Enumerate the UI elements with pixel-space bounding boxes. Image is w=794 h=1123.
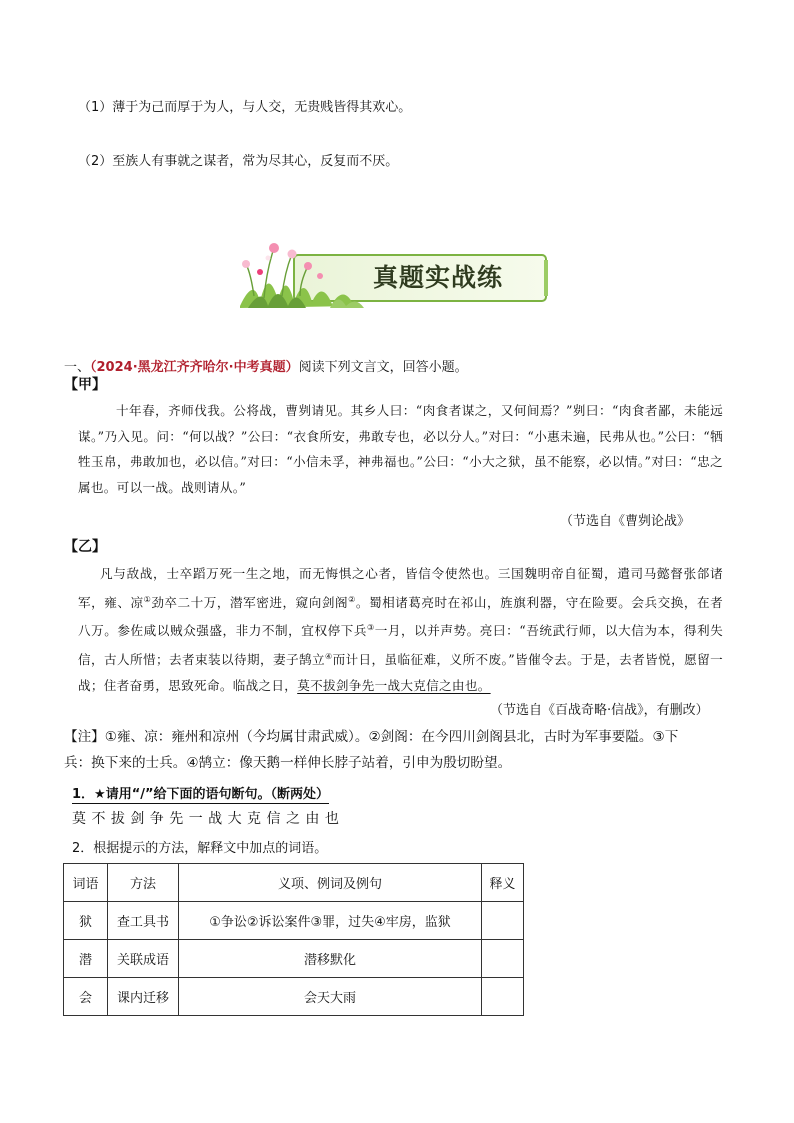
table-header-row	[64, 864, 524, 902]
explanation-table	[63, 863, 524, 1016]
passage-jia-label: 【甲】	[64, 377, 106, 393]
prior-question-1: （1）薄于为己而厚于为人，与人交，无贵贱皆得其欢心。	[78, 100, 412, 115]
table-row	[64, 940, 524, 978]
note-ref-1: ①	[143, 594, 152, 604]
table-header-cell: 释义	[482, 864, 524, 902]
table-cell-word: 潜	[64, 940, 108, 978]
passage-jia-source: （节选自《曹刿论战》	[560, 514, 691, 529]
passage-yi-text-c: 。蜀相诸葛亮时在祁山，旌旗利器，守在险要。会兵交换，在者八万。参佐咸以贼众强盛，非力不制，宜权停下兵	[78, 594, 723, 639]
passage-yi-text	[78, 561, 723, 699]
table-cell-examples: 潜移默化	[179, 940, 482, 978]
table-cell-word: 狱	[64, 902, 108, 940]
prior-question-2: （2）至族人有事就之谋者，常为尽其心，反复而不厌。	[78, 154, 399, 169]
table-header-cell: 方法	[108, 864, 179, 902]
note-ref-2: ②	[348, 594, 356, 604]
table-cell-method: 关联成语	[108, 940, 179, 978]
passage-yi-text-e: 而计日，虽临征难，义所不废。”皆催令去。于是，去者皆悦，愿留一战；住者奋勇，思致死命。临战之日，	[78, 652, 723, 693]
section-banner	[234, 236, 554, 312]
annotation-line-2: 兵：换下来的士兵。④鹄立：像天鹅一样伸长脖子站着，引申为殷切盼望。	[64, 755, 512, 771]
question-number: 一、	[64, 360, 91, 375]
passage-jia-text: 十年春，齐师伐我。公将战，曹刿请见。其乡人曰：“肉食者谋之，又何间焉？”刿曰：“肉食者鄙，未能远谋。”乃入见。问：“何以战？”公曰：“衣食所安，弗敢专也，必以分人。”对曰：“小惠未遍，民弗从也。”公曰：“牺牲玉帛，弗敢加也，必以信。”对曰：“小信未孚，神弗福也。”公曰：“小大之狱，虽不能察，必以情。”对曰：“忠之属也。可以一战。战则请从。”	[78, 403, 723, 495]
table-cell-examples: 会天大雨	[179, 978, 482, 1016]
table-row	[64, 978, 524, 1016]
passage-yi-text-a: 凡与敌战，士卒蹈万死一生之地，而无悔惧之心者，皆信令使然也。三国魏明帝自征蜀，遣司马懿督张郃诸军，雍、凉	[78, 566, 723, 610]
table-cell-answer[interactable]	[482, 978, 524, 1016]
banner-title: 真题实战练	[372, 263, 503, 292]
annotation-line-1: 【注】①雍、凉：雍州和凉州（今均属甘肃武威）。②剑阁：在今四川剑阁县北，古时为军事要隘。③下	[64, 729, 679, 745]
table-row	[64, 902, 524, 940]
question-heading	[64, 356, 468, 375]
passage-yi-text-b: 劲卒二十万，潜军密进，窥向剑阁	[151, 594, 349, 610]
subquestion-1-prompt: 1．★请用“/”给下面的语句断句。（断两处）	[72, 783, 329, 804]
table-header-cell: 词语	[64, 864, 108, 902]
subquestion-1-sentence: 莫 不 拔 剑 争 先 一 战 大 克 信 之 由 也	[72, 811, 340, 827]
table-cell-answer[interactable]	[482, 902, 524, 940]
passage-yi-text-d: 一月，以并声势。亮曰：“吾统武行师，以大信为本，得利失信，古人所惜；去者束装以待期，妻子鹄立	[78, 623, 723, 668]
table-cell-method: 查工具书	[108, 902, 179, 940]
note-ref-3: ③	[367, 623, 375, 633]
passage-yi-source: （节选自《百战奇略·信战》，有删改）	[490, 703, 709, 718]
table-cell-word: 会	[64, 978, 108, 1016]
question-instruction: 阅读下列文言文，回答小题。	[298, 360, 468, 375]
table-cell-examples: ①争讼②诉讼案件③罪，过失④牢房，监狱	[179, 902, 482, 940]
table-header-cell: 义项、例词及例句	[179, 864, 482, 902]
subquestion-2-prompt: 2．根据提示的方法，解释文中加点的词语。	[72, 841, 328, 856]
note-ref-4: ④	[324, 652, 333, 662]
passage-yi-underlined-sentence: 莫不拔剑争先一战大克信之由也。	[297, 677, 491, 693]
table-cell-answer[interactable]	[482, 940, 524, 978]
passage-yi-label: 【乙】	[64, 539, 106, 555]
question-source-tag: （2024·黑龙江齐齐哈尔·中考真题）	[90, 360, 299, 375]
table-cell-method: 课内迁移	[108, 978, 179, 1016]
annotations	[64, 724, 678, 776]
